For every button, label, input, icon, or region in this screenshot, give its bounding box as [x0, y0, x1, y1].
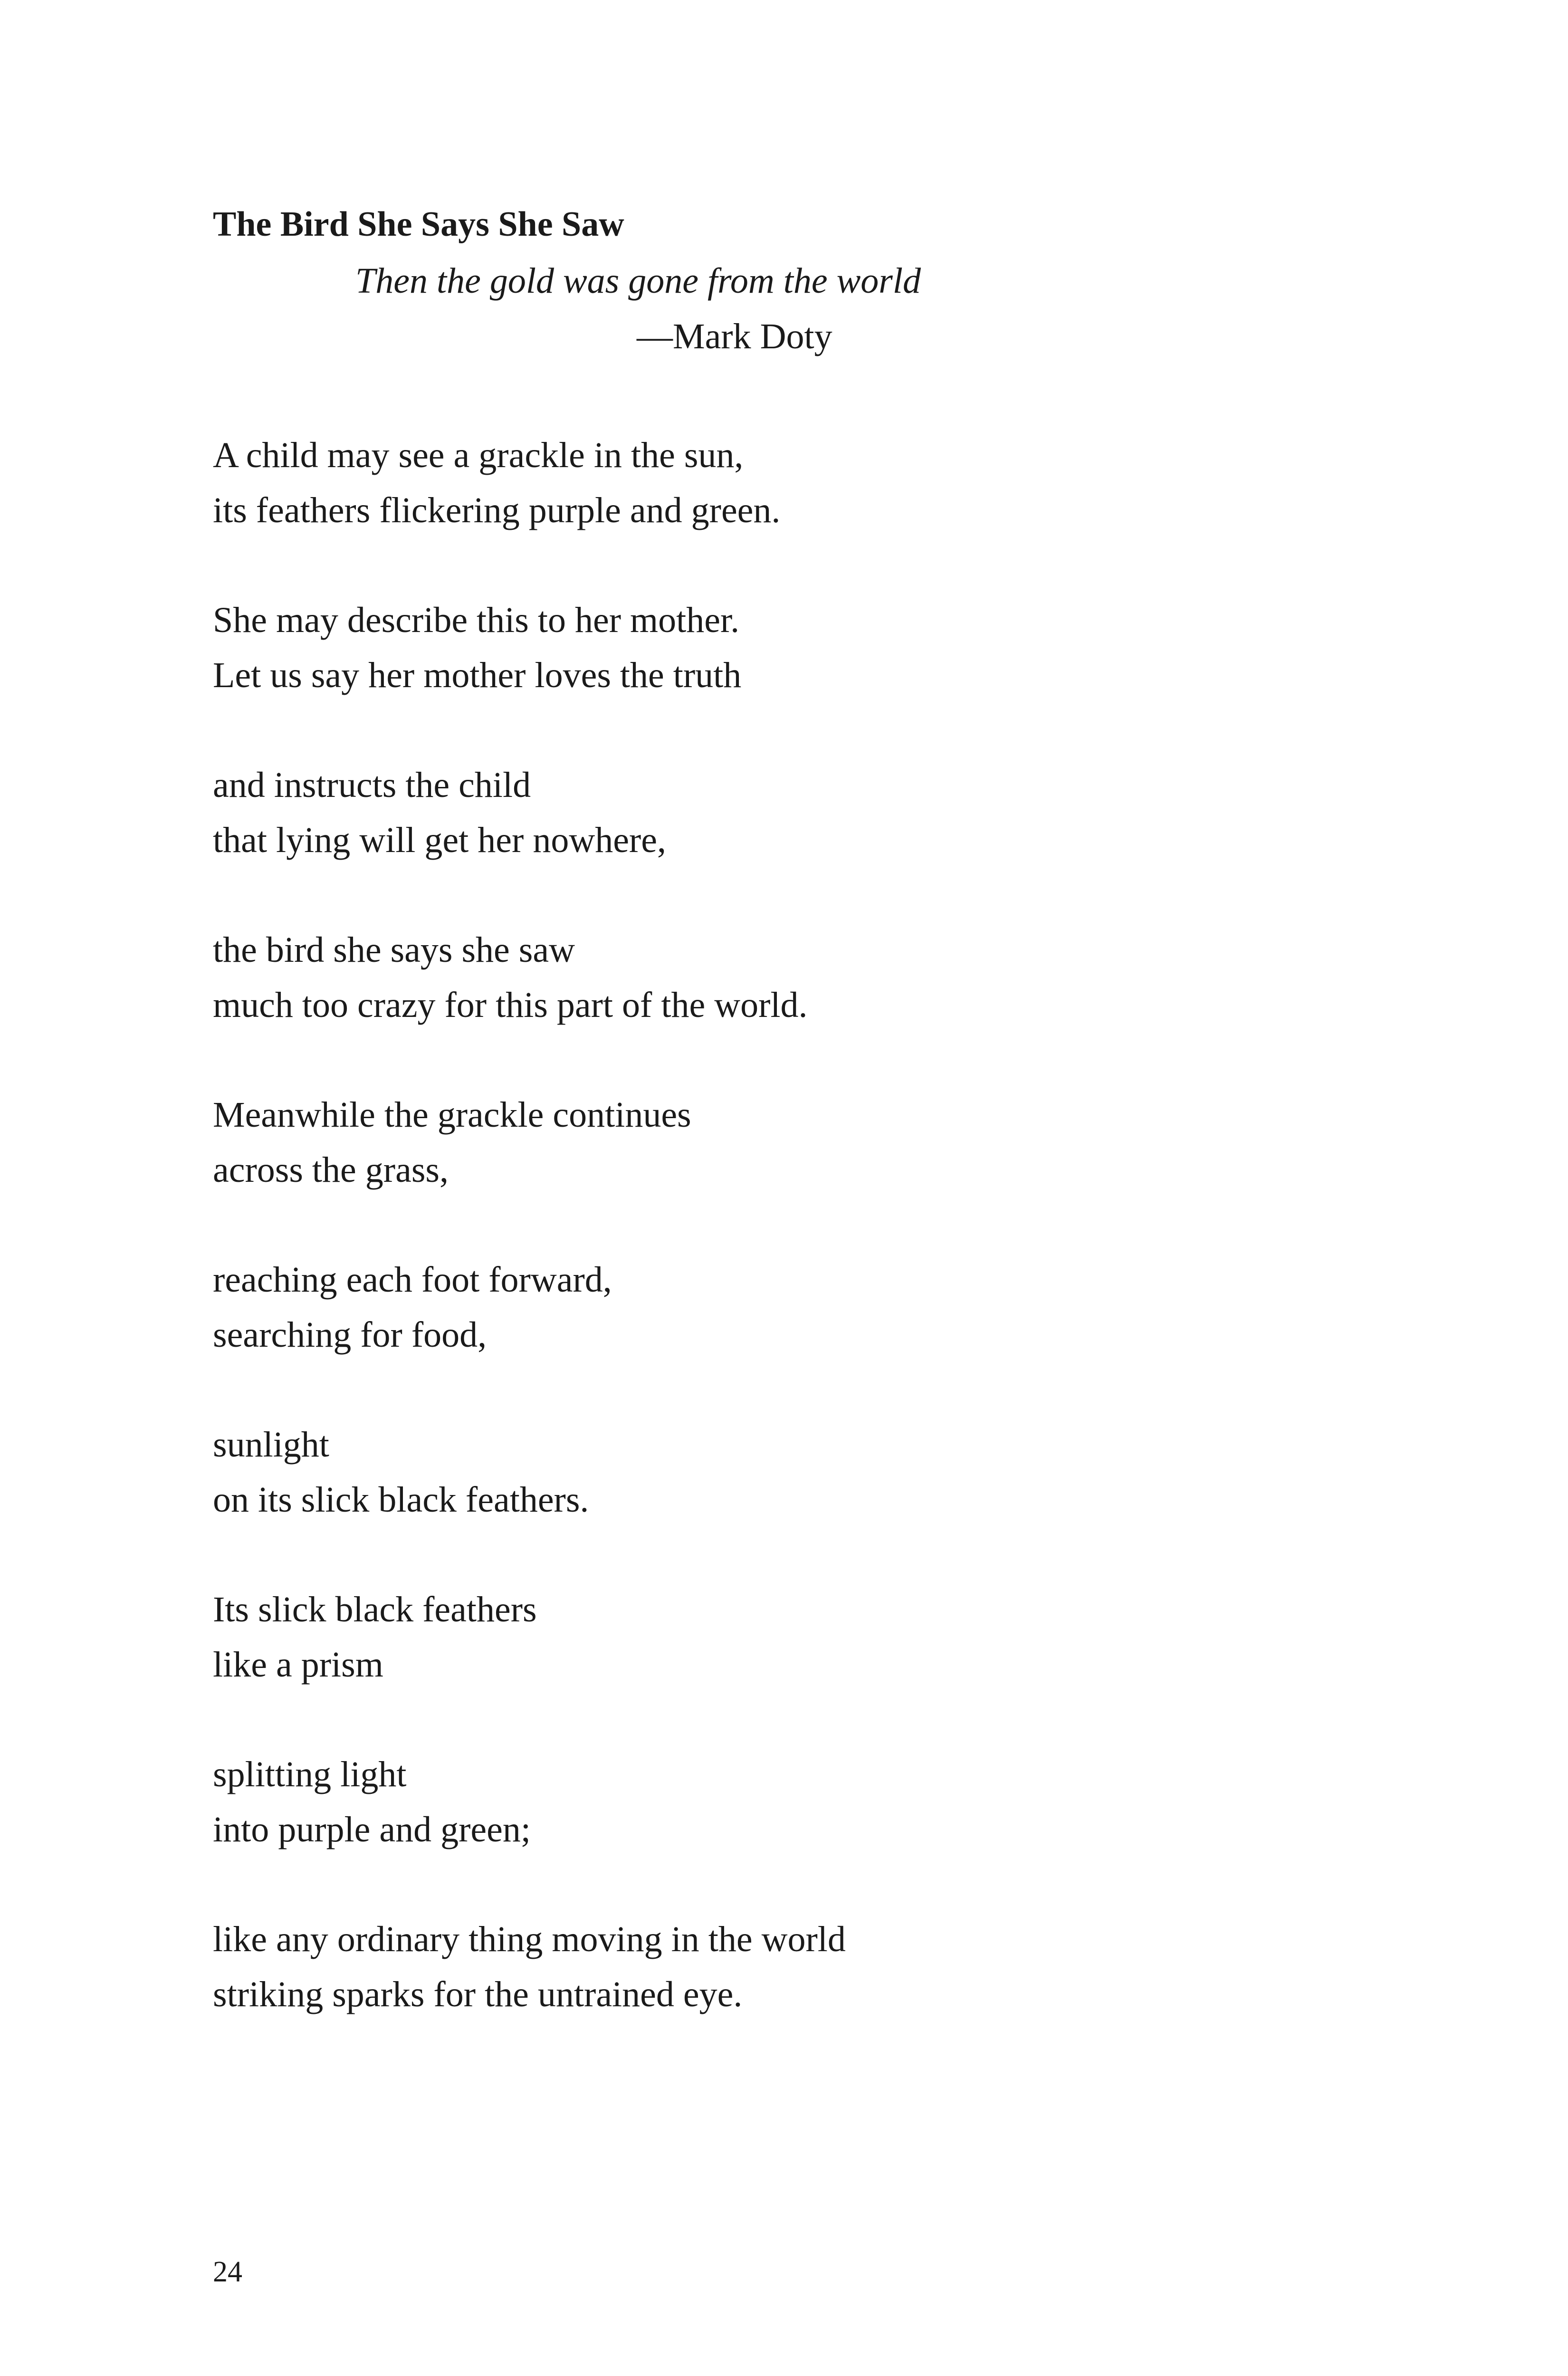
poem-line: and instructs the child — [213, 765, 531, 805]
poem-line: sunlight — [213, 1425, 329, 1465]
poem-line: Meanwhile the grackle continues — [213, 1095, 691, 1135]
stanza — [213, 1747, 1353, 1912]
stanza — [213, 593, 1353, 757]
poem-line: its feathers flickering purple and green. — [213, 490, 781, 530]
stanza — [213, 1582, 1353, 1747]
poem-line: reaching each foot forward, — [213, 1260, 612, 1300]
poem-line: A child may see a grackle in the sun, — [213, 435, 744, 475]
stanza — [213, 1912, 1353, 2077]
poem-title: The Bird She Says She Saw — [213, 205, 624, 244]
poem-line: on its slick black feathers. — [213, 1480, 589, 1520]
stanza — [213, 1252, 1353, 1417]
epigraph: Then the gold was gone from the world — [355, 261, 921, 301]
poem-line: across the grass, — [213, 1150, 449, 1190]
poem-line: She may describe this to her mother. — [213, 600, 740, 640]
stanza — [213, 922, 1353, 1087]
stanza — [213, 757, 1353, 922]
poem-line: Its slick black feathers — [213, 1590, 537, 1629]
poem-line: Let us say her mother loves the truth — [213, 655, 742, 695]
poem-body — [213, 428, 1353, 2077]
poem-line: that lying will get her nowhere, — [213, 820, 666, 860]
epigraph-attribution: —Mark Doty — [637, 316, 832, 356]
poem-line: like any ordinary thing moving in the world — [213, 1919, 846, 1959]
poem-line: searching for food, — [213, 1315, 487, 1355]
poem-line: much too crazy for this part of the world. — [213, 985, 808, 1025]
poem-line: into purple and green; — [213, 1810, 531, 1849]
poem-line: splitting light — [213, 1754, 407, 1794]
stanza — [213, 1417, 1353, 1582]
poem-line: striking sparks for the untrained eye. — [213, 1974, 743, 2014]
poem-line: the bird she says she saw — [213, 930, 575, 970]
page-number: 24 — [213, 2256, 242, 2288]
stanza — [213, 1087, 1353, 1252]
poem-line: like a prism — [213, 1645, 383, 1685]
stanza — [213, 428, 1353, 593]
